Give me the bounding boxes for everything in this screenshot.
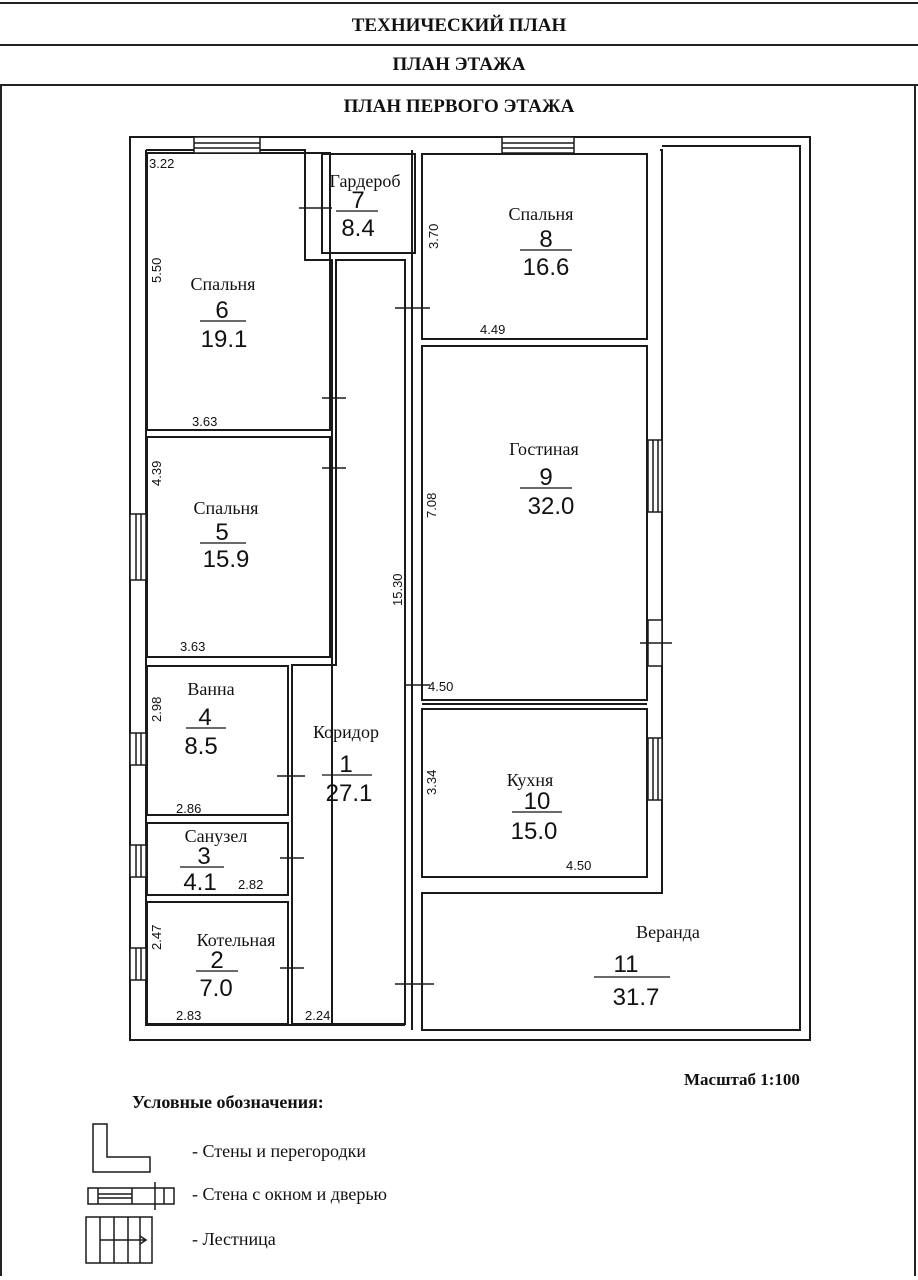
room-name-bedroom-8: Спальня: [508, 204, 574, 224]
room-name-boiler-room: Котельная: [196, 930, 276, 950]
window-bedroom-5: [130, 514, 146, 580]
wall-living-room: [422, 346, 647, 700]
room-area-toilet: 4.1: [183, 869, 217, 896]
room-number-bathroom: 4: [198, 704, 212, 731]
room-number-toilet: 3: [197, 843, 211, 870]
dim-bedroom8-width: 4.49: [480, 322, 506, 337]
window-boiler: [130, 948, 146, 980]
room-area-living-room: 32.0: [527, 493, 575, 520]
wall-corridor: [292, 260, 405, 1024]
scale-label: Масштаб 1:100: [684, 1070, 800, 1089]
window-kitchen: [648, 738, 662, 800]
room-area-bedroom-8: 16.6: [522, 254, 570, 281]
plan-title: ПЛАН ПЕРВОГО ЭТАЖА: [343, 96, 575, 117]
room-area-veranda: 31.7: [612, 984, 660, 1011]
room-name-bedroom-5: Спальня: [193, 498, 259, 518]
dim-bedroom8-height: 3.70: [426, 223, 441, 249]
legend-window-door-label: - Стена с окном и дверью: [192, 1184, 387, 1204]
dim-bathroom-bottom: 2.86: [176, 801, 202, 816]
room-number-veranda: 11: [613, 951, 639, 978]
legend-stairs-label: - Лестница: [192, 1229, 276, 1249]
room-number-bedroom-5: 5: [215, 519, 229, 546]
window-bedroom-6: [194, 137, 260, 153]
room-number-bedroom-6: 6: [215, 297, 229, 324]
room-number-wardrobe: 7: [351, 187, 365, 214]
room-area-kitchen: 15.0: [510, 818, 558, 845]
room-number-corridor: 1: [339, 751, 353, 778]
dim-bedroom5-height: 4.39: [149, 460, 164, 486]
window-bathroom: [130, 733, 146, 765]
legend-title: Условные обозначения:: [132, 1092, 324, 1112]
room-name-living-room: Гостиная: [509, 439, 579, 459]
dim-corridor-bottom: 2.24: [305, 1008, 331, 1023]
room-number-kitchen: 10: [523, 788, 551, 815]
wall-veranda: [422, 146, 800, 1030]
dim-bathroom-height: 2.98: [149, 696, 164, 722]
dim-kitchen-width: 4.50: [566, 858, 592, 873]
dim-bedroom6-height: 5.50: [149, 257, 164, 283]
room-name-bathroom: Ванна: [187, 679, 235, 699]
dim-living-height: 7.08: [424, 492, 439, 518]
door-living-to-veranda: [640, 620, 672, 666]
dim-toilet-width: 2.82: [238, 877, 264, 892]
document-title: ТЕХНИЧЕСКИЙ ПЛАН: [0, 2, 918, 46]
room-name-wardrobe: Гардероб: [329, 171, 401, 191]
room-name-bedroom-6: Спальня: [190, 274, 256, 294]
legend-wall-symbol: [93, 1124, 150, 1172]
room-area-bathroom: 8.5: [184, 733, 218, 760]
room-area-bedroom-6: 19.1: [200, 326, 248, 353]
legend-stairs-symbol: [86, 1217, 152, 1263]
dim-living-width: 4.50: [428, 679, 454, 694]
outer-wall: [130, 137, 810, 1040]
document-subtitle: ПЛАН ЭТАЖА: [0, 46, 918, 86]
room-number-bedroom-8: 8: [539, 226, 553, 253]
window-bedroom-8: [502, 137, 574, 153]
room-number-boiler-room: 2: [210, 947, 224, 974]
dim-kitchen-height: 3.34: [424, 769, 439, 795]
dim-boiler-bottom: 2.83: [176, 1008, 202, 1023]
room-name-kitchen: Кухня: [506, 770, 554, 790]
room-area-wardrobe: 8.4: [341, 215, 375, 242]
room-name-veranda: Веранда: [636, 922, 700, 942]
room-name-corridor: Коридор: [313, 722, 379, 742]
dim-corridor-length: 15.30: [390, 573, 405, 606]
dim-boiler-height: 2.47: [149, 924, 164, 950]
window-toilet: [130, 845, 146, 877]
room-area-boiler-room: 7.0: [199, 975, 233, 1002]
legend-walls-label: - Стены и перегородки: [192, 1141, 367, 1161]
room-area-bedroom-5: 15.9: [202, 546, 250, 573]
legend-window-door-symbol: [88, 1182, 174, 1210]
dim-bedroom5-bottom: 3.63: [180, 639, 206, 654]
dim-bedroom6-width: 3.22: [149, 156, 175, 171]
room-name-toilet: Санузел: [184, 826, 248, 846]
window-living-room: [648, 440, 662, 512]
room-number-living-room: 9: [539, 464, 553, 491]
dim-bedroom6-bottom: 3.63: [192, 414, 218, 429]
room-area-corridor: 27.1: [325, 780, 373, 807]
wall-bedroom-8: [422, 154, 647, 339]
